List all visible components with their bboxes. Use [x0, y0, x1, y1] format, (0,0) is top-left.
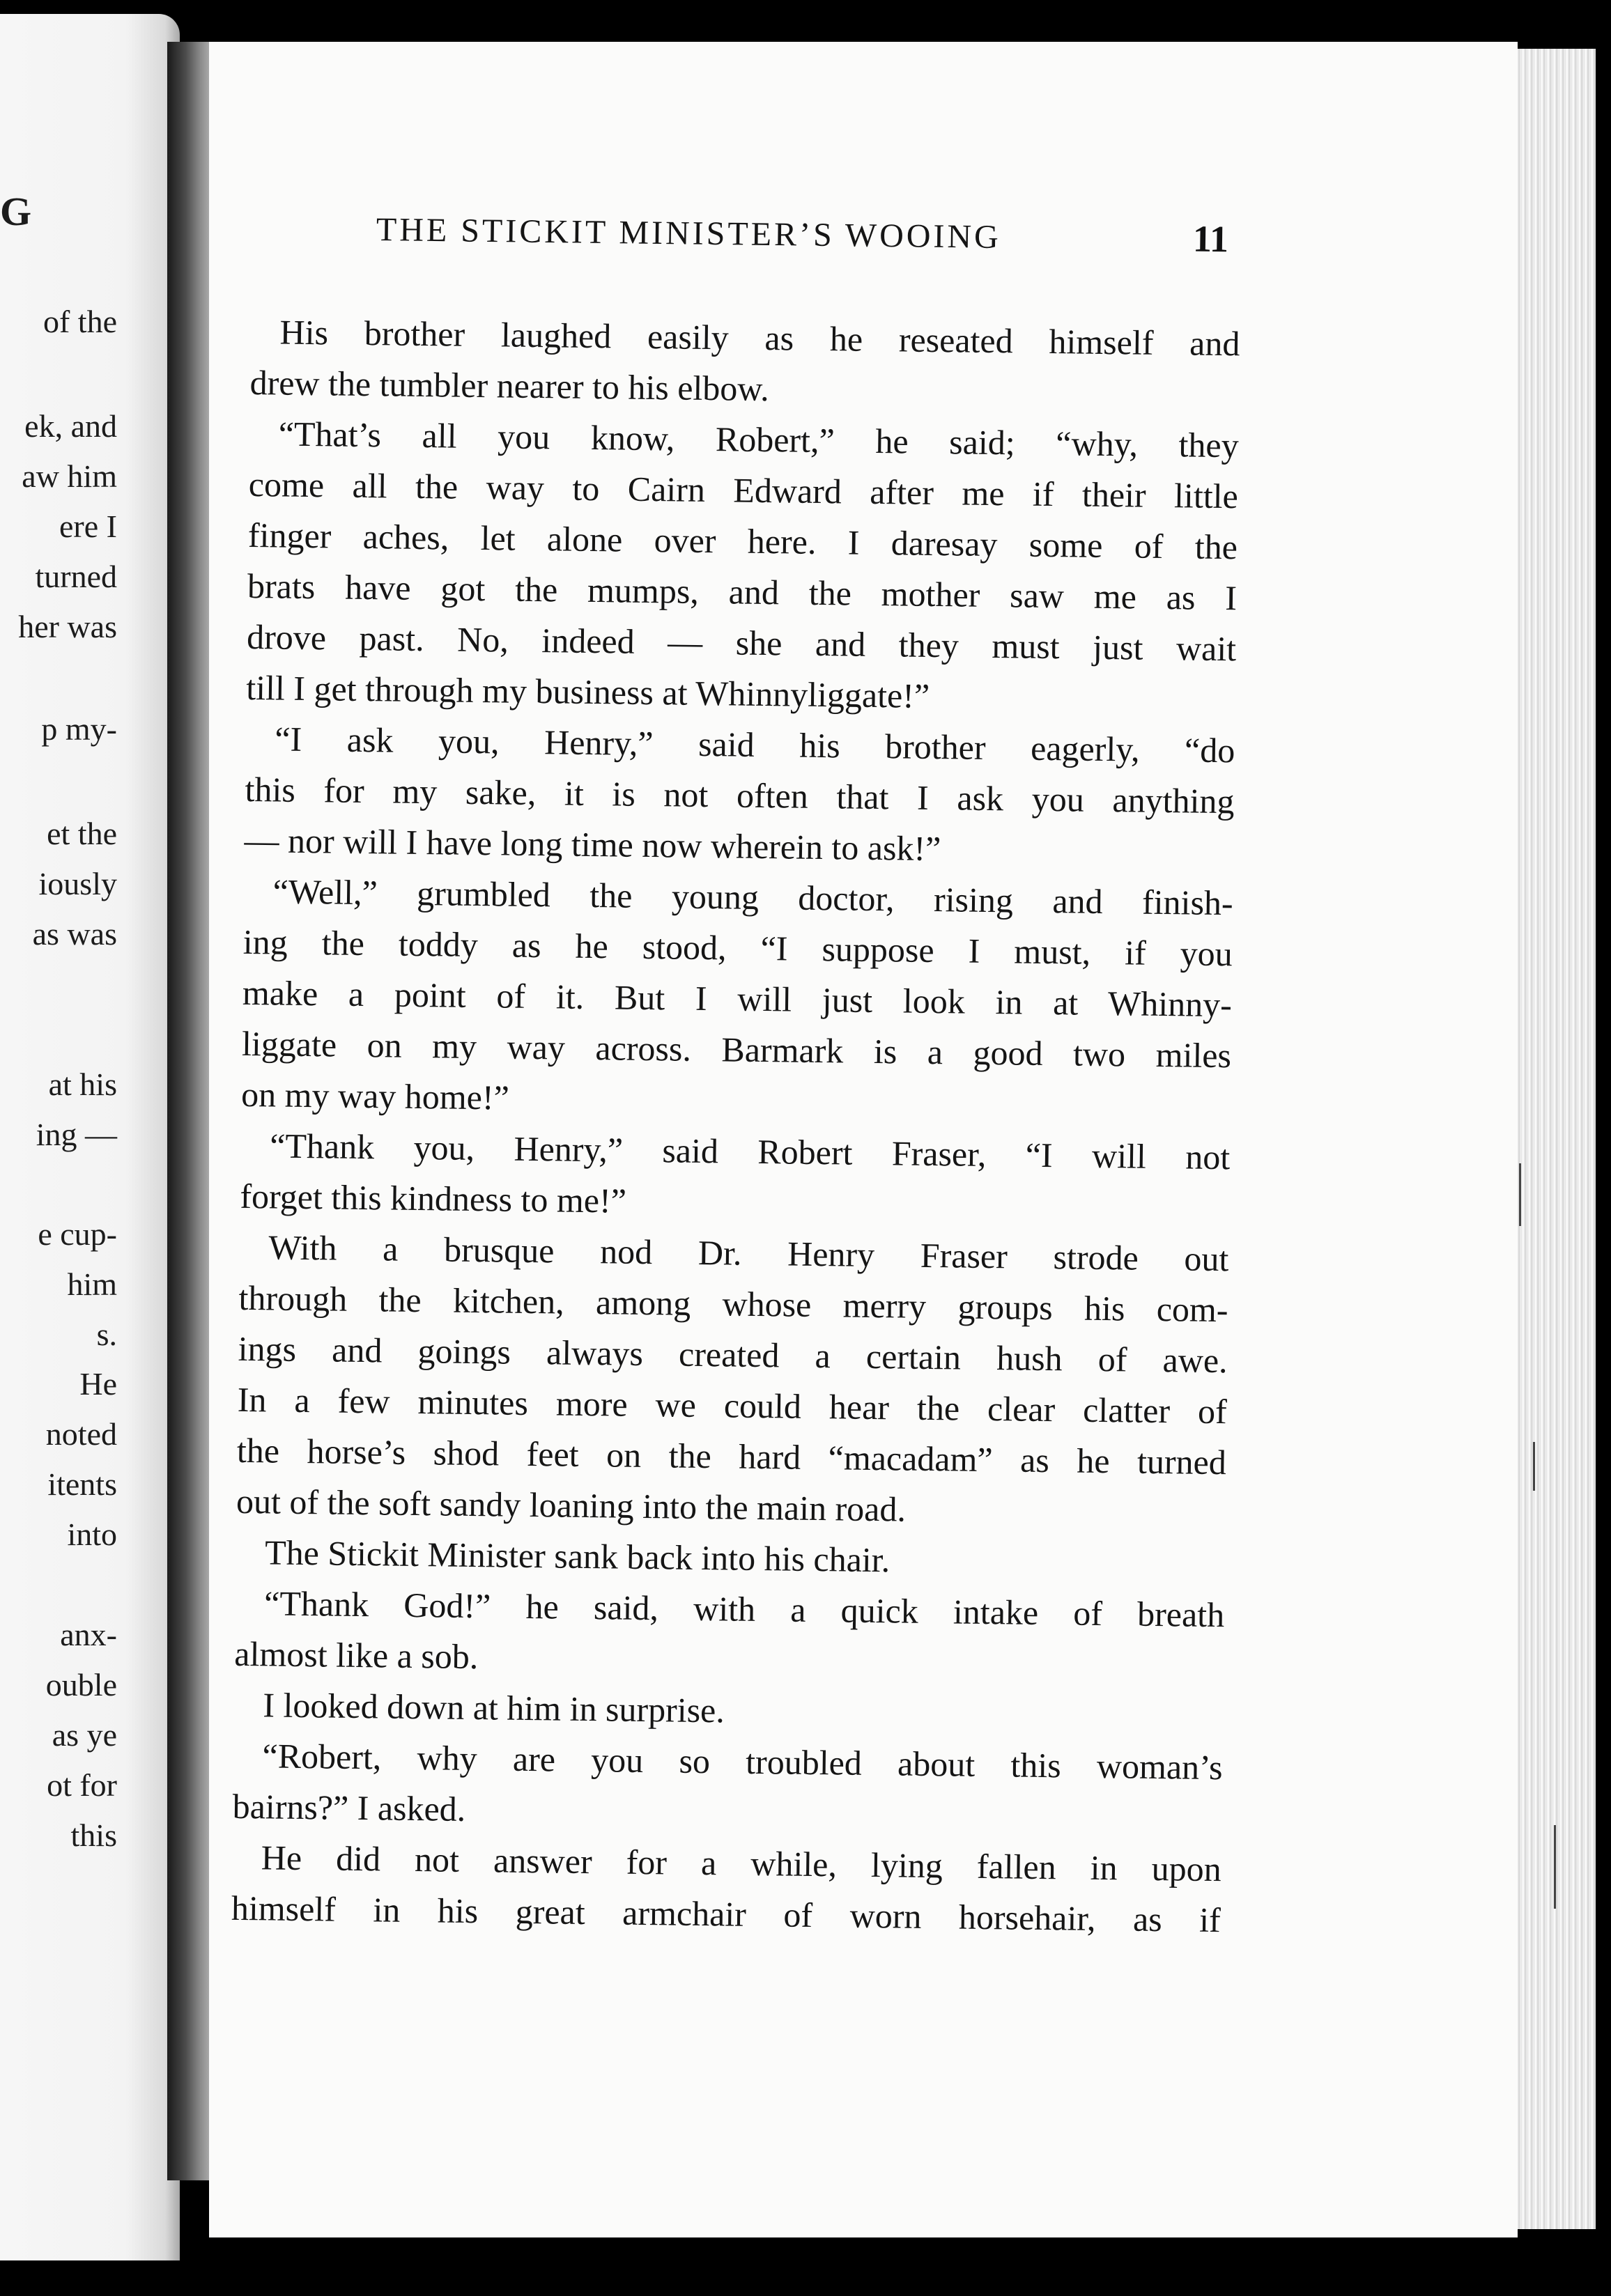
text-line: till I get through my business at Whinnyliggate!”: [245, 667, 930, 715]
text-line: “Well,” grumbled the young doctor, rising and finish-: [272, 871, 1233, 923]
edge-mark: [1554, 1825, 1556, 1909]
text-line: brats have got the mumps, and the mother saw me as I: [247, 566, 1238, 618]
edge-mark: [1533, 1442, 1535, 1491]
left-page: [0, 14, 180, 2260]
left-page-line: ot for: [47, 1767, 117, 1803]
left-page-line: iously: [38, 866, 117, 901]
left-page-line: this: [70, 1817, 117, 1853]
left-page-line: He: [79, 1366, 117, 1402]
text-line: liggate on my way across. Barmark is a good two miles: [241, 1023, 1232, 1076]
text-line: I looked down at him in surprise.: [263, 1685, 725, 1730]
text-line: With a brusque nod Dr. Henry Fraser strode out: [268, 1227, 1229, 1279]
left-page-line: as was: [32, 916, 117, 952]
text-line: through the kitchen, among whose merry groups his com-: [238, 1278, 1228, 1330]
left-page-line: aw him: [22, 458, 117, 494]
text-line: forget this kindness to me!”: [240, 1176, 627, 1220]
text-line: this for my sake, it is not often that I ask you anything: [245, 769, 1235, 821]
text-line: finger aches, let alone over here. I daresay some of the: [247, 515, 1238, 567]
text-line: His brother laughed easily as he reseated himself and: [279, 312, 1240, 364]
left-page-line: turned: [35, 559, 117, 594]
text-line: out of the soft sandy loaning into the main road.: [236, 1481, 907, 1529]
left-page-line: ouble: [45, 1667, 117, 1702]
text-line: the horse’s shod feet on the hard “macadam” as he turned: [236, 1430, 1227, 1482]
text-line: on my way home!”: [240, 1074, 510, 1117]
text-line: himself in his great armchair of worn horsehair, as if: [231, 1888, 1221, 1940]
text-line: ing the toddy as he stood, “I suppose I must, if you: [242, 922, 1233, 974]
page-number: 11: [1192, 217, 1229, 261]
text-line: “I ask you, Henry,” said his brother eagerly, “do: [275, 719, 1235, 770]
left-page-line: of the: [43, 304, 117, 339]
text-line: drove past. No, indeed — she and they must just wait: [246, 616, 1237, 669]
left-page-line: p my-: [41, 711, 117, 747]
left-page-line: ere I: [59, 509, 117, 544]
text-line: — nor will I have long time now wherein to ask!”: [244, 820, 941, 869]
left-page-line: s.: [96, 1317, 117, 1352]
left-page-line: ing —: [36, 1117, 117, 1152]
text-line: “That’s all you know, Robert,” he said; “why, they: [278, 414, 1240, 465]
body-text: [231, 307, 1240, 1946]
text-line: ings and goings always created a certain hush of awe.: [238, 1328, 1228, 1381]
left-page-line: her was: [18, 609, 117, 644]
text-line: The Stickit Minister sank back into his chair.: [264, 1533, 891, 1580]
text-line: “Robert, why are you so troubled about this woman’s: [262, 1736, 1223, 1787]
text-line: bairns?” I asked.: [232, 1786, 466, 1829]
text-line: He did not answer for a while, lying fallen in upon: [261, 1838, 1222, 1889]
edge-mark: [1519, 1163, 1521, 1226]
text-line: In a few minutes more we could hear the clear clatter of: [237, 1379, 1228, 1432]
left-page-line: anx-: [60, 1617, 117, 1652]
text-line: “Thank you, Henry,” said Robert Fraser, “I will not: [269, 1126, 1231, 1177]
left-page-line: at his: [48, 1066, 117, 1102]
left-page-line: itents: [47, 1466, 117, 1502]
left-page-line: ek, and: [24, 408, 117, 444]
left-page-line: e cup-: [38, 1216, 117, 1252]
text-line: almost like a sob.: [234, 1634, 479, 1677]
left-page-line: into: [67, 1517, 117, 1552]
text-line: come all the way to Cairn Edward after me if their little: [248, 464, 1239, 516]
left-page-line: him: [67, 1266, 117, 1302]
text-line: “Thank God!” he said, with a quick intake of breath: [263, 1583, 1225, 1635]
text-line: drew the tumbler nearer to his elbow.: [249, 362, 770, 409]
text-line: make a point of it. But I will just look in at Whinny-: [242, 972, 1233, 1025]
running-head: THE STICKIT MINISTER’S WOOING: [376, 211, 1002, 256]
left-page-heading-fragment: G: [0, 189, 32, 234]
left-page-line: as ye: [52, 1717, 117, 1753]
left-page-line: et the: [47, 816, 117, 851]
left-page-line: noted: [45, 1416, 117, 1452]
